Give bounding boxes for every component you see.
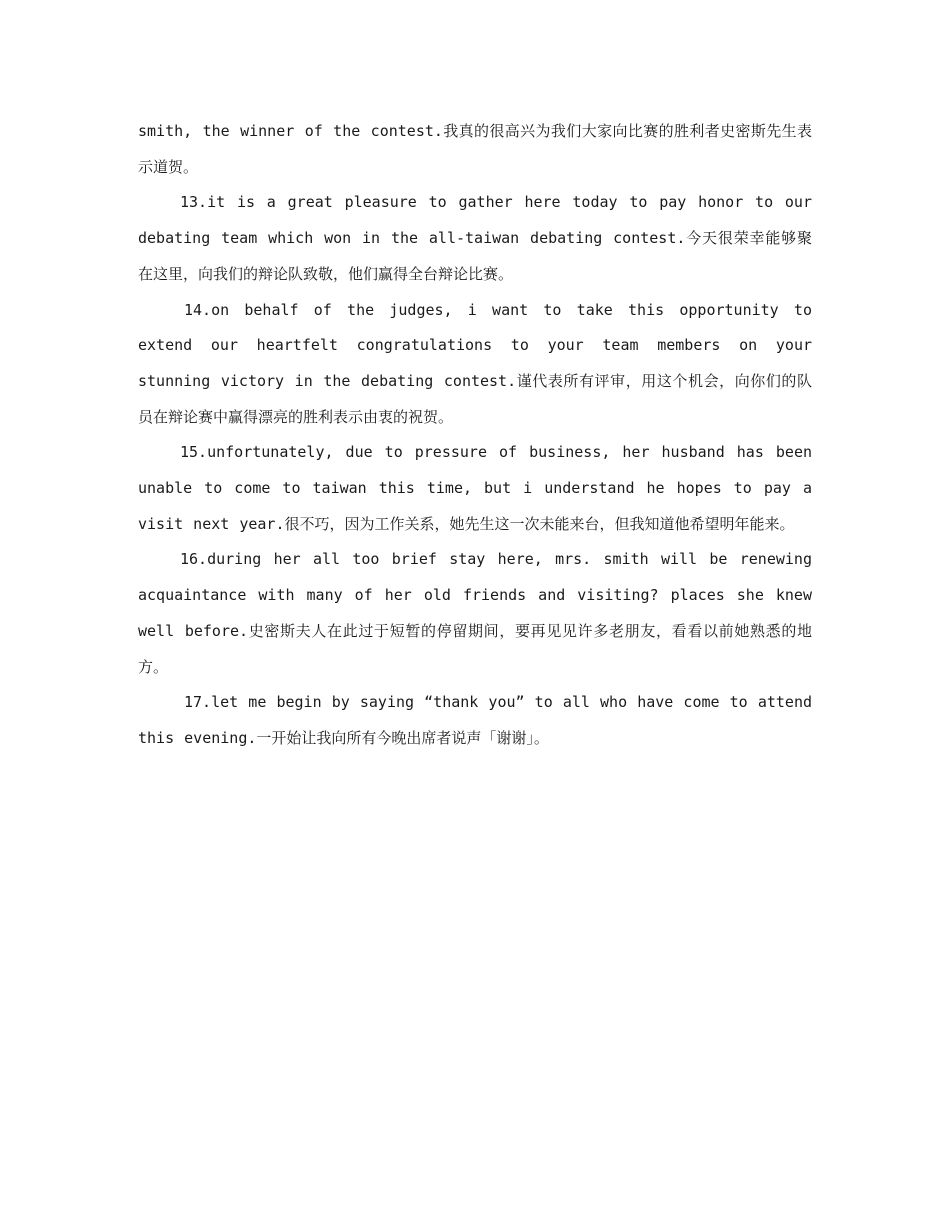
paragraph-text: it is a great pleasure to gather here today to pay honor to our debating team which won in the all-taiwan debating contest.今天很荣幸能够聚在这里，向我们的辩论队致敬，他们赢得全台辩论比赛。 bbox=[138, 193, 812, 283]
paragraph-14 bbox=[138, 293, 812, 436]
paragraph-number: 13. bbox=[180, 193, 208, 212]
paragraph-number: 14. bbox=[184, 300, 212, 319]
paragraph-16 bbox=[138, 542, 812, 685]
document-body bbox=[138, 114, 812, 757]
paragraph-number: 15. bbox=[180, 443, 208, 462]
paragraph-text: let me begin by saying “thank you” to all who have come to attend this evening.一开始让我向所有今晚出席者说声「谢谢」。 bbox=[138, 693, 812, 747]
paragraph-13 bbox=[138, 185, 812, 292]
paragraph-text: during her all too brief stay here, mrs. smith will be renewing acquaintance with many of her old friends and visiting? places she knew well before.史密斯夫人在此过于短暂的停留期间，要再见见许多老朋友，看看以前她熟悉的地方。 bbox=[138, 550, 812, 676]
paragraph-text: on behalf of the judges, i want to take this opportunity to extend our heartfelt congratulations to your team members on your stunning victory in the debating contest.谨代表所有评审，用这个机会，向你们的队员在辩论赛中赢得漂亮的胜利表示由衷的祝贺。 bbox=[138, 300, 812, 426]
paragraph-number: 16. bbox=[180, 550, 208, 569]
paragraph-text: smith, the winner of the contest.我真的很高兴为我们大家向比赛的胜利者史密斯先生表示道贺。 bbox=[138, 122, 812, 176]
paragraph-15 bbox=[138, 435, 812, 542]
paragraph-number: 17. bbox=[184, 693, 212, 712]
paragraph-text: unfortunately, due to pressure of business, her husband has been unable to come to taiwan this time, but i understand he hopes to pay a visit next year.很不巧，因为工作关系，她先生这一次未能来台，但我知道他希望明年能来。 bbox=[138, 443, 812, 533]
paragraph-17 bbox=[138, 685, 812, 756]
paragraph-12-continued bbox=[138, 114, 812, 185]
